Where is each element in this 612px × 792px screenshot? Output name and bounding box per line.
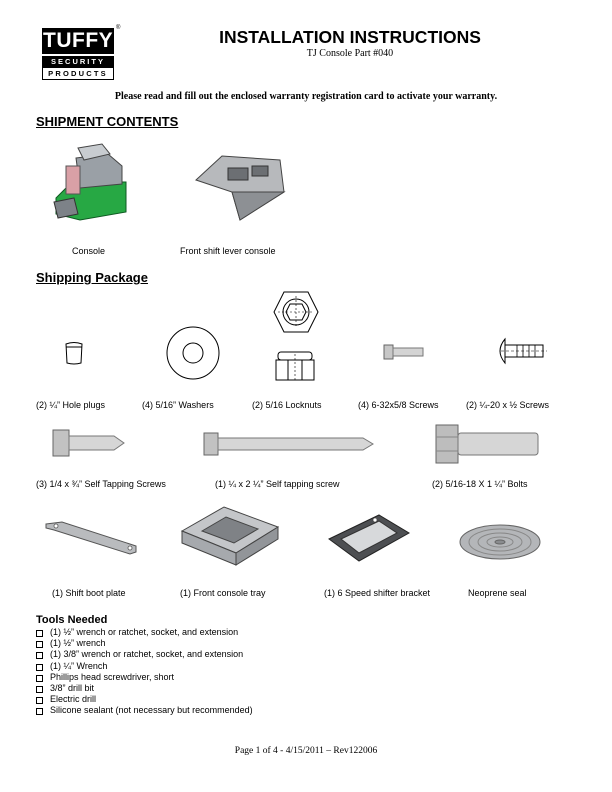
warranty-notice: Please read and fill out the enclosed warranty registration card to activate your warranty. <box>114 91 498 102</box>
package-heading: Shipping Package <box>36 270 148 285</box>
neoprene-seal-icon <box>458 523 542 561</box>
logo-brand: TUFFY <box>43 29 114 52</box>
checkbox-icon <box>36 641 43 648</box>
checkbox-icon <box>36 630 43 637</box>
tool-text: Electric drill <box>50 694 97 705</box>
shipment-label-console: Console <box>72 246 106 256</box>
locknut-top-icon <box>272 290 320 334</box>
tool-text: Phillips head screwdriver, short <box>50 671 175 682</box>
document-subtitle: TJ Console Part #040 <box>306 48 394 59</box>
checkbox-icon <box>36 675 43 682</box>
list-item <box>36 649 253 660</box>
list-item <box>36 627 253 638</box>
registered-mark: ® <box>116 25 121 31</box>
package-label-washers: (4) 5/16” Washers <box>142 400 214 410</box>
package-label-console-tray: (1) Front console tray <box>180 588 266 598</box>
package-label-1-4-20-screws: (2) ¼-20 x ½ Screws <box>466 400 550 410</box>
list-item <box>36 705 253 716</box>
list-item <box>36 661 253 672</box>
checkbox-icon <box>36 708 43 715</box>
tools-list <box>36 627 253 717</box>
package-label-shift-boot-plate: (1) Shift boot plate <box>52 588 126 598</box>
package-label-locknuts: (2) 5/16 Locknuts <box>252 400 322 410</box>
bolt-icon <box>435 424 541 464</box>
tool-text: (1) ½” wrench or ratchet, socket, and extension <box>50 627 239 637</box>
locknut-icon <box>274 350 316 382</box>
logo-line1: SECURITY <box>42 56 114 67</box>
tool-text: Silicone sealant (not necessary but recommended) <box>50 705 253 716</box>
button-head-screw-icon <box>493 337 549 365</box>
tool-text: (1) ½” wrench <box>50 638 106 649</box>
package-label-long-self-tapping: (1) ¼ x 2 ¼” Self tapping screw <box>215 479 340 489</box>
shipment-heading: SHIPMENT CONTENTS <box>36 114 179 129</box>
long-self-tapping-screw-icon <box>203 432 375 456</box>
shift-boot-plate-icon <box>44 520 140 556</box>
washer-icon <box>165 325 221 381</box>
logo-line2: PRODUCTS <box>42 67 114 80</box>
package-label-hole-plugs: (2) ¼” Hole plugs <box>36 400 106 410</box>
checkbox-icon <box>36 652 43 659</box>
package-label-shifter-bracket: (1) 6 Speed shifter bracket <box>324 588 431 598</box>
tuffy-logo <box>42 25 121 82</box>
package-label-neoprene-seal: Neoprene seal <box>468 588 527 598</box>
console-tray-icon <box>180 505 280 567</box>
list-item <box>36 694 253 705</box>
tool-text: (1) 3/8” wrench or ratchet, socket, and extension <box>50 649 244 660</box>
list-item <box>36 672 253 683</box>
tool-text: 3/8” drill bit <box>50 683 95 694</box>
machine-screw-icon <box>383 343 425 361</box>
list-item <box>36 683 253 694</box>
checkbox-icon <box>36 697 43 704</box>
document-title: INSTALLATION INSTRUCTIONS <box>219 27 481 47</box>
shifter-bracket-icon <box>327 513 411 563</box>
console-icon <box>50 140 130 222</box>
hole-plug-icon <box>63 341 85 366</box>
short-self-tapping-screw-icon <box>52 428 126 458</box>
tool-text: (1) ¼” Wrench <box>50 660 108 671</box>
checkbox-icon <box>36 664 43 671</box>
shipment-label-shift-console: Front shift lever console <box>180 246 276 256</box>
page-footer: Page 1 of 4 - 4/15/2011 – Rev122006 <box>234 746 378 756</box>
package-label-bolts: (2) 5/16-18 X 1 ¼” Bolts <box>432 479 528 489</box>
package-label-short-self-tapping: (3) 1/4 x ¾” Self Tapping Screws <box>36 479 166 489</box>
package-label-6-32-screws: (4) 6-32x5/8 Screws <box>358 400 439 410</box>
tools-heading: Tools Needed <box>36 614 108 626</box>
checkbox-icon <box>36 686 43 693</box>
shift-lever-console-icon <box>192 150 287 222</box>
list-item <box>36 638 253 649</box>
